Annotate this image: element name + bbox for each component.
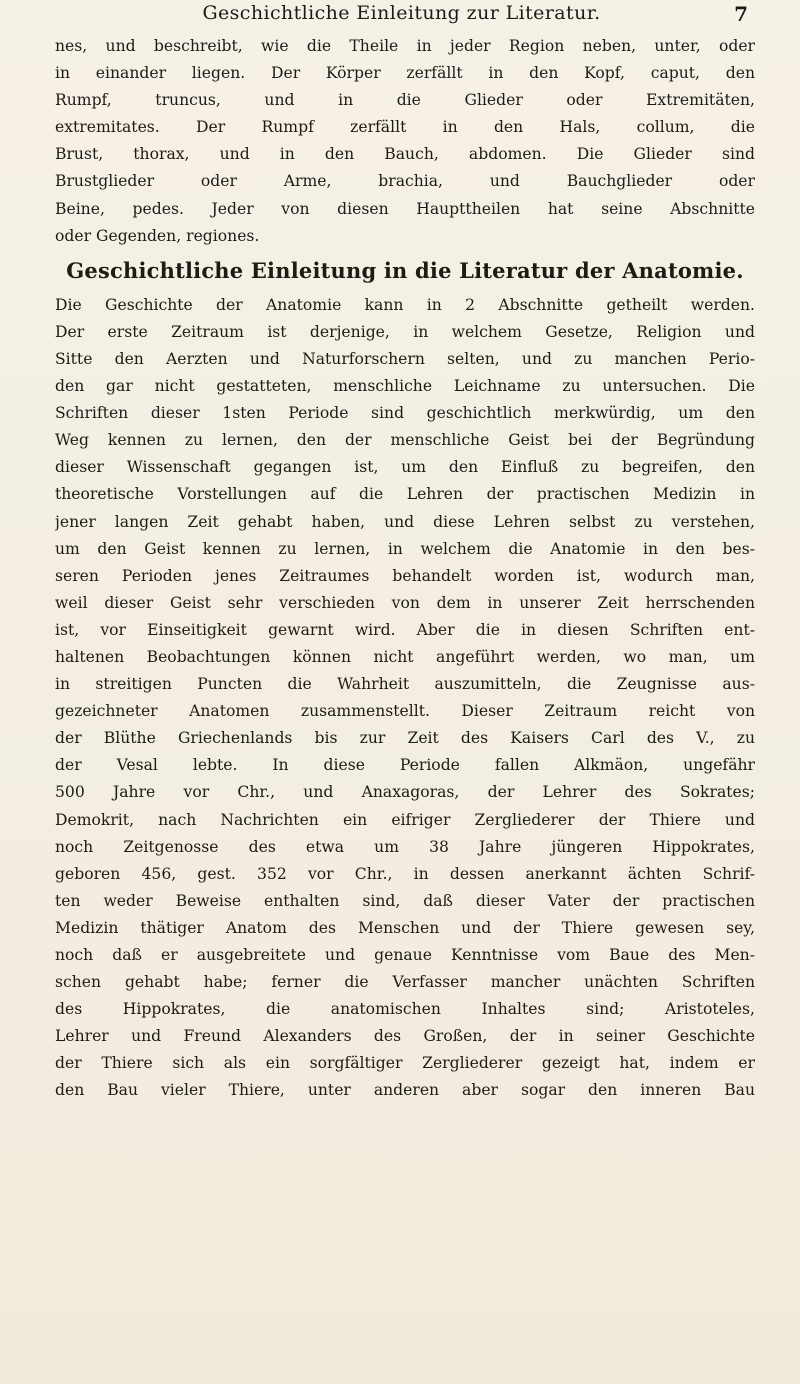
text-line: Demokrit, nach Nachrichten ein eifriger Zergliederer der Thiere und bbox=[55, 810, 755, 829]
text-line: seren Perioden jenes Zeitraumes behandelt worden ist, wodurch man, bbox=[55, 566, 755, 585]
text-line: Medizin thätiger Anatom des Menschen und der Thiere gewesen sey, bbox=[55, 918, 755, 937]
running-header bbox=[55, 2, 748, 36]
running-title: Geschichtliche Einleitung zur Literatur. bbox=[202, 2, 601, 24]
text-line: des Hippokrates, die anatomischen Inhaltes sind; Aristoteles, bbox=[55, 1000, 755, 1019]
text-line: ten weder Beweise enthalten sind, daß dieser Vater der practischen bbox=[55, 891, 755, 910]
text-line: den Bau vieler Thiere, unter anderen aber sogar den inneren Bau bbox=[55, 1081, 755, 1100]
text-line: Sitte den Aerzten und Naturforschern selten, und zu manchen Perio- bbox=[55, 349, 755, 368]
text-line: noch Zeitgenosse des etwa um 38 Jahre jüngeren Hippokrates, bbox=[55, 837, 755, 856]
text-line: Brustglieder oder Arme, brachia, und Bauchglieder oder bbox=[55, 172, 755, 191]
page-number: 7 bbox=[734, 2, 748, 26]
text-line: Rumpf, truncus, und in die Glieder oder Extremitäten, bbox=[55, 91, 755, 110]
paragraph-anatomy-regions bbox=[55, 33, 755, 250]
text-line: oder Gegenden, regiones. bbox=[55, 226, 260, 245]
text-line: gezeichneter Anatomen zusammenstellt. Dieser Zeitraum reicht von bbox=[55, 702, 755, 721]
text-line: Schriften dieser 1sten Periode sind geschichtlich merkwürdig, um den bbox=[55, 404, 755, 423]
text-line: Weg kennen zu lernen, den der menschliche Geist bei der Begründung bbox=[55, 431, 755, 450]
text-line: Beine, pedes. Jeder von diesen Haupttheilen hat seine Abschnitte bbox=[55, 199, 755, 218]
text-line: theoretische Vorstellungen auf die Lehren der practischen Medizin in bbox=[55, 485, 755, 504]
text-line: 500 Jahre vor Chr., und Anaxagoras, der Lehrer des Sokrates; bbox=[55, 783, 755, 802]
text-line: der Blüthe Griechenlands bis zur Zeit des Kaisers Carl des V., zu bbox=[55, 729, 755, 748]
text-line: in einander liegen. Der Körper zerfällt in den Kopf, caput, den bbox=[55, 64, 755, 83]
text-line: der Thiere sich als ein sorgfältiger Zergliederer gezeigt hat, indem er bbox=[55, 1054, 755, 1073]
text-line: weil dieser Geist sehr verschieden von dem in unserer Zeit herrschenden bbox=[55, 593, 755, 612]
paragraph-history bbox=[55, 292, 755, 1105]
text-line: Die Geschichte der Anatomie kann in 2 Abschnitte getheilt werden. bbox=[55, 295, 755, 314]
text-line: den gar nicht gestatteten, menschliche Leichname zu untersuchen. Die bbox=[55, 377, 755, 396]
text-line: dieser Wissenschaft gegangen ist, um den Einfluß zu begreifen, den bbox=[55, 458, 755, 477]
text-line: jener langen Zeit gehabt haben, und diese Lehren selbst zu verstehen, bbox=[55, 512, 755, 531]
text-line: Der erste Zeitraum ist derjenige, in welchem Gesetze, Religion und bbox=[55, 322, 755, 341]
text-line: Lehrer und Freund Alexanders des Großen, der in seiner Geschichte bbox=[55, 1027, 755, 1046]
text-line: schen gehabt habe; ferner die Verfasser mancher unächten Schriften bbox=[55, 973, 755, 992]
section-heading: Geschichtliche Einleitung in die Literatur der Anatomie. bbox=[66, 257, 744, 283]
text-line: Brust, thorax, und in den Bauch, abdomen. Die Glieder sind bbox=[55, 145, 755, 164]
text-line: extremitates. Der Rumpf zerfällt in den Hals, collum, die bbox=[55, 118, 755, 137]
text-line: der Vesal lebte. In diese Periode fallen Alkmäon, ungefähr bbox=[55, 756, 755, 775]
text-line: nes, und beschreibt, wie die Theile in jeder Region neben, unter, oder bbox=[55, 37, 755, 55]
text-block bbox=[55, 33, 755, 1105]
text-line: geboren 456, gest. 352 vor Chr., in dessen anerkannt ächten Schrif- bbox=[55, 864, 755, 883]
text-line: ist, vor Einseitigkeit gewarnt wird. Aber die in diesen Schriften ent- bbox=[55, 620, 755, 639]
text-line: noch daß er ausgebreitete und genaue Kenntnisse vom Baue des Men- bbox=[55, 946, 755, 964]
text-line: haltenen Beobachtungen können nicht angeführt werden, wo man, um bbox=[55, 647, 755, 666]
text-line: in streitigen Puncten die Wahrheit auszumitteln, die Zeugnisse aus- bbox=[55, 675, 755, 694]
text-line: um den Geist kennen zu lernen, in welchem die Anatomie in den bes- bbox=[55, 539, 755, 558]
